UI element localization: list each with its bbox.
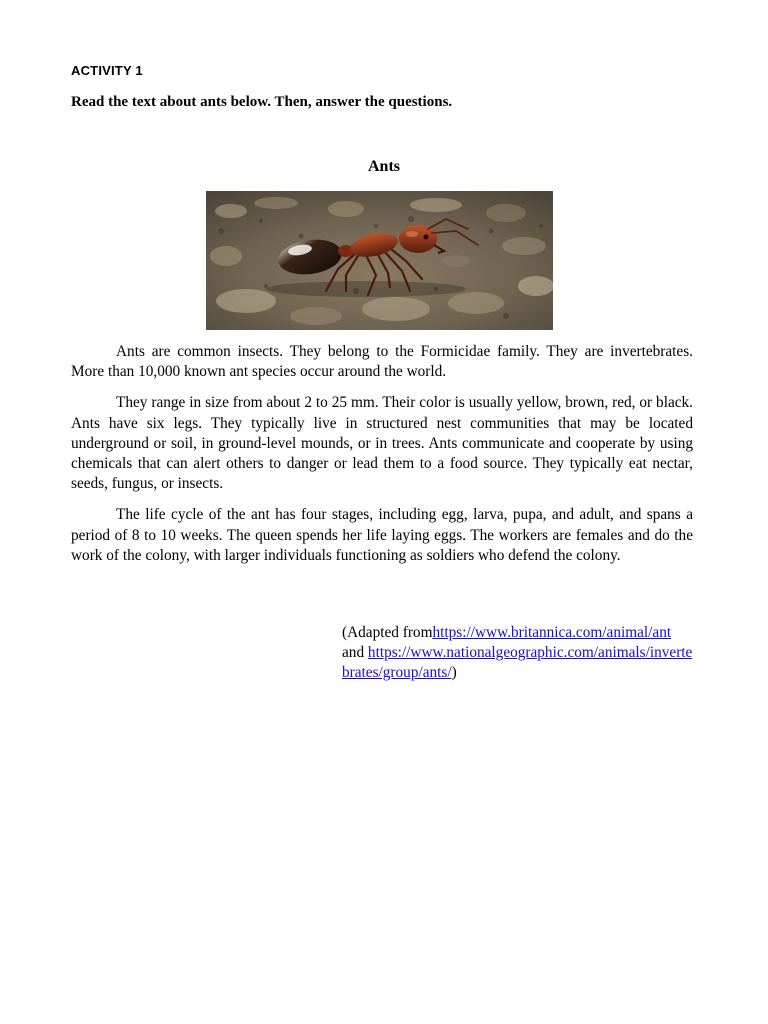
activity-instruction: Read the text about ants below. Then, answer the questions. bbox=[71, 94, 453, 110]
article-title: Ants bbox=[367, 158, 400, 175]
paragraph-1: Ants are common insects. They belong to the Formicidae family. They are invertebrates. More than 10,000 known ant species occur around the world. bbox=[71, 343, 693, 381]
activity-label: ACTIVITY 1 bbox=[71, 63, 143, 78]
citation-suffix: ) bbox=[451, 664, 457, 682]
national-geographic-link[interactable]: https://www.nationalgeographic.com/animals/invertebrates/group/ants/ bbox=[342, 644, 693, 682]
paragraph-2: They range in size from about 2 to 25 mm. Their color is usually yellow, brown, red, or black. Ants have six legs. They typically live in structured nest communities that may be located underground or soil, in ground-level mounds, or in trees. Ants communicate and cooperate by using chemicals that can alert others to danger or lead them to a food source. They typically eat nectar, seeds, fungus, or insects. bbox=[71, 394, 693, 493]
article-body bbox=[71, 342, 693, 577]
citation-prefix: (Adapted from bbox=[342, 624, 433, 641]
paragraph-3: The life cycle of the ant has four stages, including egg, larva, pupa, and adult, and spans a period of 8 to 10 weeks. The queen spends her life laying eggs. The workers are females and do the work of the colony, with larger individuals functioning as soldiers who defend the colony. bbox=[71, 506, 693, 564]
source-citation bbox=[342, 623, 694, 684]
citation-conjunction: and bbox=[342, 644, 368, 662]
britannica-link[interactable]: https://www.britannica.com/animal/ant bbox=[432, 624, 672, 641]
ant-photo bbox=[206, 191, 553, 330]
